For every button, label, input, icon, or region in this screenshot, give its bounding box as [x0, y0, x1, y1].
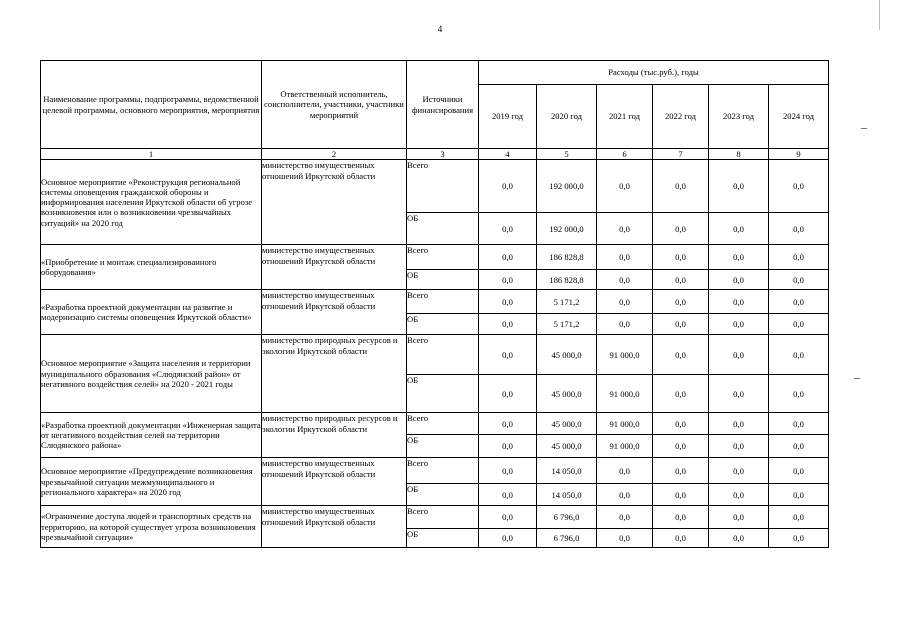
expense-value-cell: 0,0: [769, 529, 829, 548]
expense-value-cell: 192 000,0: [537, 160, 597, 213]
expense-value-cell: 0,0: [709, 435, 769, 458]
header-year: 2024 год: [769, 85, 829, 149]
executor-cell: министерство имущественных отношений Иркутской области: [262, 290, 407, 335]
expense-value-cell: 0,0: [479, 413, 537, 435]
funding-source-cell: ОБ: [407, 270, 479, 290]
header-name: Наименование программы, подпрограммы, ведомственной целевой программы, основного мероприятия, мероприятия: [41, 61, 262, 149]
expense-value-cell: 0,0: [597, 270, 653, 290]
funding-source-cell: ОБ: [407, 314, 479, 335]
expense-value-cell: 6 796,0: [537, 506, 597, 529]
funding-source-cell: Всего: [407, 413, 479, 435]
funding-source-cell: Всего: [407, 458, 479, 484]
expense-value-cell: 0,0: [769, 290, 829, 314]
expense-value-cell: 45 000,0: [537, 413, 597, 435]
scan-mark: [854, 378, 860, 379]
expense-value-cell: 0,0: [709, 290, 769, 314]
expense-value-cell: 0,0: [769, 335, 829, 375]
funding-source-cell: Всего: [407, 506, 479, 529]
table-body: [41, 160, 829, 548]
header-expenses: Расходы (тыс.руб.), годы: [479, 61, 829, 85]
expense-value-cell: 0,0: [653, 160, 709, 213]
scan-mark: [879, 0, 880, 30]
expense-value-cell: 0,0: [597, 245, 653, 270]
expense-value-cell: 5 171,2: [537, 314, 597, 335]
header-year: 2020 год: [537, 85, 597, 149]
column-number: 9: [769, 149, 829, 160]
column-number: 3: [407, 149, 479, 160]
expense-value-cell: 0,0: [597, 506, 653, 529]
expense-value-cell: 91 000,0: [597, 375, 653, 413]
expense-value-cell: 0,0: [709, 458, 769, 484]
executor-cell: министерство имущественных отношений Иркутской области: [262, 160, 407, 245]
expense-value-cell: 0,0: [479, 529, 537, 548]
expense-value-cell: 0,0: [769, 458, 829, 484]
expense-value-cell: 0,0: [653, 484, 709, 506]
expense-value-cell: 0,0: [769, 270, 829, 290]
funding-source-cell: Всего: [407, 335, 479, 375]
page-number: 4: [437, 24, 443, 34]
table-row: [41, 413, 829, 435]
expense-value-cell: 0,0: [479, 270, 537, 290]
expense-value-cell: 0,0: [653, 458, 709, 484]
table-row: [41, 335, 829, 375]
program-name-cell: Основное мероприятие «Предупреждение возникновения чрезвычайной ситуации межмуниципального и регионального характера» на 2020 год: [41, 458, 262, 506]
expense-value-cell: 0,0: [653, 314, 709, 335]
expense-value-cell: 0,0: [769, 160, 829, 213]
funding-source-cell: Всего: [407, 245, 479, 270]
table-row: [41, 290, 829, 314]
expense-value-cell: 0,0: [709, 245, 769, 270]
expense-value-cell: 0,0: [709, 529, 769, 548]
expense-value-cell: 0,0: [597, 529, 653, 548]
expense-value-cell: 0,0: [769, 413, 829, 435]
funding-source-cell: ОБ: [407, 484, 479, 506]
executor-cell: министерство природных ресурсов и экологии Иркутской области: [262, 413, 407, 458]
funding-source-cell: ОБ: [407, 435, 479, 458]
expense-value-cell: 186 828,8: [537, 245, 597, 270]
expense-value-cell: 0,0: [653, 506, 709, 529]
expense-value-cell: 0,0: [709, 314, 769, 335]
expense-value-cell: 0,0: [709, 506, 769, 529]
executor-cell: министерство природных ресурсов и экологии Иркутской области: [262, 335, 407, 413]
expense-value-cell: 0,0: [653, 413, 709, 435]
program-name-cell: «Приобретение и монтаж специализированного оборудования»: [41, 245, 262, 290]
expense-value-cell: 186 828,8: [537, 270, 597, 290]
table-row: [41, 245, 829, 270]
expense-value-cell: 0,0: [479, 435, 537, 458]
expense-value-cell: 0,0: [709, 160, 769, 213]
expense-value-cell: 0,0: [653, 290, 709, 314]
header-source: Источники финансирования: [407, 61, 479, 149]
expense-value-cell: 0,0: [479, 506, 537, 529]
expense-value-cell: 0,0: [769, 435, 829, 458]
column-number: 5: [537, 149, 597, 160]
program-name-cell: «Разработка проектной документации на развитие и модернизацию системы оповещения Иркутской области»: [41, 290, 262, 335]
expense-value-cell: 14 050,0: [537, 484, 597, 506]
column-number: 7: [653, 149, 709, 160]
funding-source-cell: ОБ: [407, 213, 479, 245]
expense-value-cell: 0,0: [653, 375, 709, 413]
expense-value-cell: 5 171,2: [537, 290, 597, 314]
expense-value-cell: 45 000,0: [537, 435, 597, 458]
expense-value-cell: 0,0: [653, 213, 709, 245]
expense-value-cell: 0,0: [479, 290, 537, 314]
expense-value-cell: 0,0: [479, 458, 537, 484]
program-name-cell: «Ограничение доступа людей и транспортных средств на территорию, на которой существует угроза возникновения чрезвычайной ситуации»: [41, 506, 262, 548]
table-header: [41, 61, 829, 160]
column-number: 6: [597, 149, 653, 160]
expense-value-cell: 0,0: [479, 213, 537, 245]
expense-value-cell: 0,0: [597, 213, 653, 245]
executor-cell: министерство имущественных отношений Иркутской области: [262, 458, 407, 506]
expense-value-cell: 0,0: [709, 375, 769, 413]
expense-value-cell: 192 000,0: [537, 213, 597, 245]
expense-value-cell: 0,0: [709, 270, 769, 290]
expense-value-cell: 0,0: [597, 484, 653, 506]
expense-value-cell: 0,0: [597, 458, 653, 484]
expense-value-cell: 45 000,0: [537, 335, 597, 375]
column-number: 8: [709, 149, 769, 160]
header-year: 2019 год: [479, 85, 537, 149]
expense-value-cell: 0,0: [597, 314, 653, 335]
expense-value-cell: 0,0: [479, 484, 537, 506]
expense-value-cell: 0,0: [709, 213, 769, 245]
expense-value-cell: 0,0: [653, 529, 709, 548]
expense-value-cell: 0,0: [597, 290, 653, 314]
program-name-cell: Основное мероприятие «Защита населения и территории муниципального образования «Слюдянский район» от негативного воздействия селей» на 2020 - 2021 годы: [41, 335, 262, 413]
expense-value-cell: 0,0: [479, 375, 537, 413]
expense-value-cell: 0,0: [769, 245, 829, 270]
expense-value-cell: 0,0: [653, 435, 709, 458]
funding-source-cell: ОБ: [407, 529, 479, 548]
expense-value-cell: 91 000,0: [597, 335, 653, 375]
budget-table: [40, 60, 829, 548]
column-number: 2: [262, 149, 407, 160]
expense-value-cell: 0,0: [769, 314, 829, 335]
expense-value-cell: 0,0: [769, 375, 829, 413]
expense-value-cell: 0,0: [653, 335, 709, 375]
expense-value-cell: 0,0: [769, 484, 829, 506]
program-name-cell: «Разработка проектной документации «Инженерная защита от негативного воздействия селей на территории Слюдянского района»: [41, 413, 262, 458]
funding-source-cell: ОБ: [407, 375, 479, 413]
expense-value-cell: 45 000,0: [537, 375, 597, 413]
expense-value-cell: 14 050,0: [537, 458, 597, 484]
funding-source-cell: Всего: [407, 290, 479, 314]
table-row: [41, 160, 829, 213]
expense-value-cell: 0,0: [709, 484, 769, 506]
expense-value-cell: 0,0: [479, 160, 537, 213]
expense-value-cell: 6 796,0: [537, 529, 597, 548]
funding-source-cell: Всего: [407, 160, 479, 213]
expense-value-cell: 0,0: [479, 245, 537, 270]
column-number: 4: [479, 149, 537, 160]
table-row: [41, 458, 829, 484]
expense-value-cell: 0,0: [709, 413, 769, 435]
program-name-cell: Основное мероприятие «Реконструкция региональной системы оповещения гражданской обороны и информирования населения Иркутской области об угрозе возникновения или о возникновении чрезвычайных ситуаций» на 2020 год: [41, 160, 262, 245]
expense-value-cell: 0,0: [479, 335, 537, 375]
expense-value-cell: 91 000,0: [597, 435, 653, 458]
expense-value-cell: 0,0: [653, 245, 709, 270]
expense-value-cell: 0,0: [479, 314, 537, 335]
column-number: 1: [41, 149, 262, 160]
expense-value-cell: 0,0: [709, 335, 769, 375]
header-year: 2022 год: [653, 85, 709, 149]
expense-value-cell: 91 000,0: [597, 413, 653, 435]
expense-value-cell: 0,0: [653, 270, 709, 290]
expense-value-cell: 0,0: [769, 213, 829, 245]
expense-value-cell: 0,0: [769, 506, 829, 529]
executor-cell: министерство имущественных отношений Иркутской области: [262, 506, 407, 548]
table-row: [41, 506, 829, 529]
header-year: 2023 год: [709, 85, 769, 149]
executor-cell: министерство имущественных отношений Иркутской области: [262, 245, 407, 290]
header-executor: Ответственный исполнитель, соисполнители, участники, участники мероприятий: [262, 61, 407, 149]
scan-mark: [861, 128, 867, 129]
expense-value-cell: 0,0: [597, 160, 653, 213]
header-year: 2021 год: [597, 85, 653, 149]
